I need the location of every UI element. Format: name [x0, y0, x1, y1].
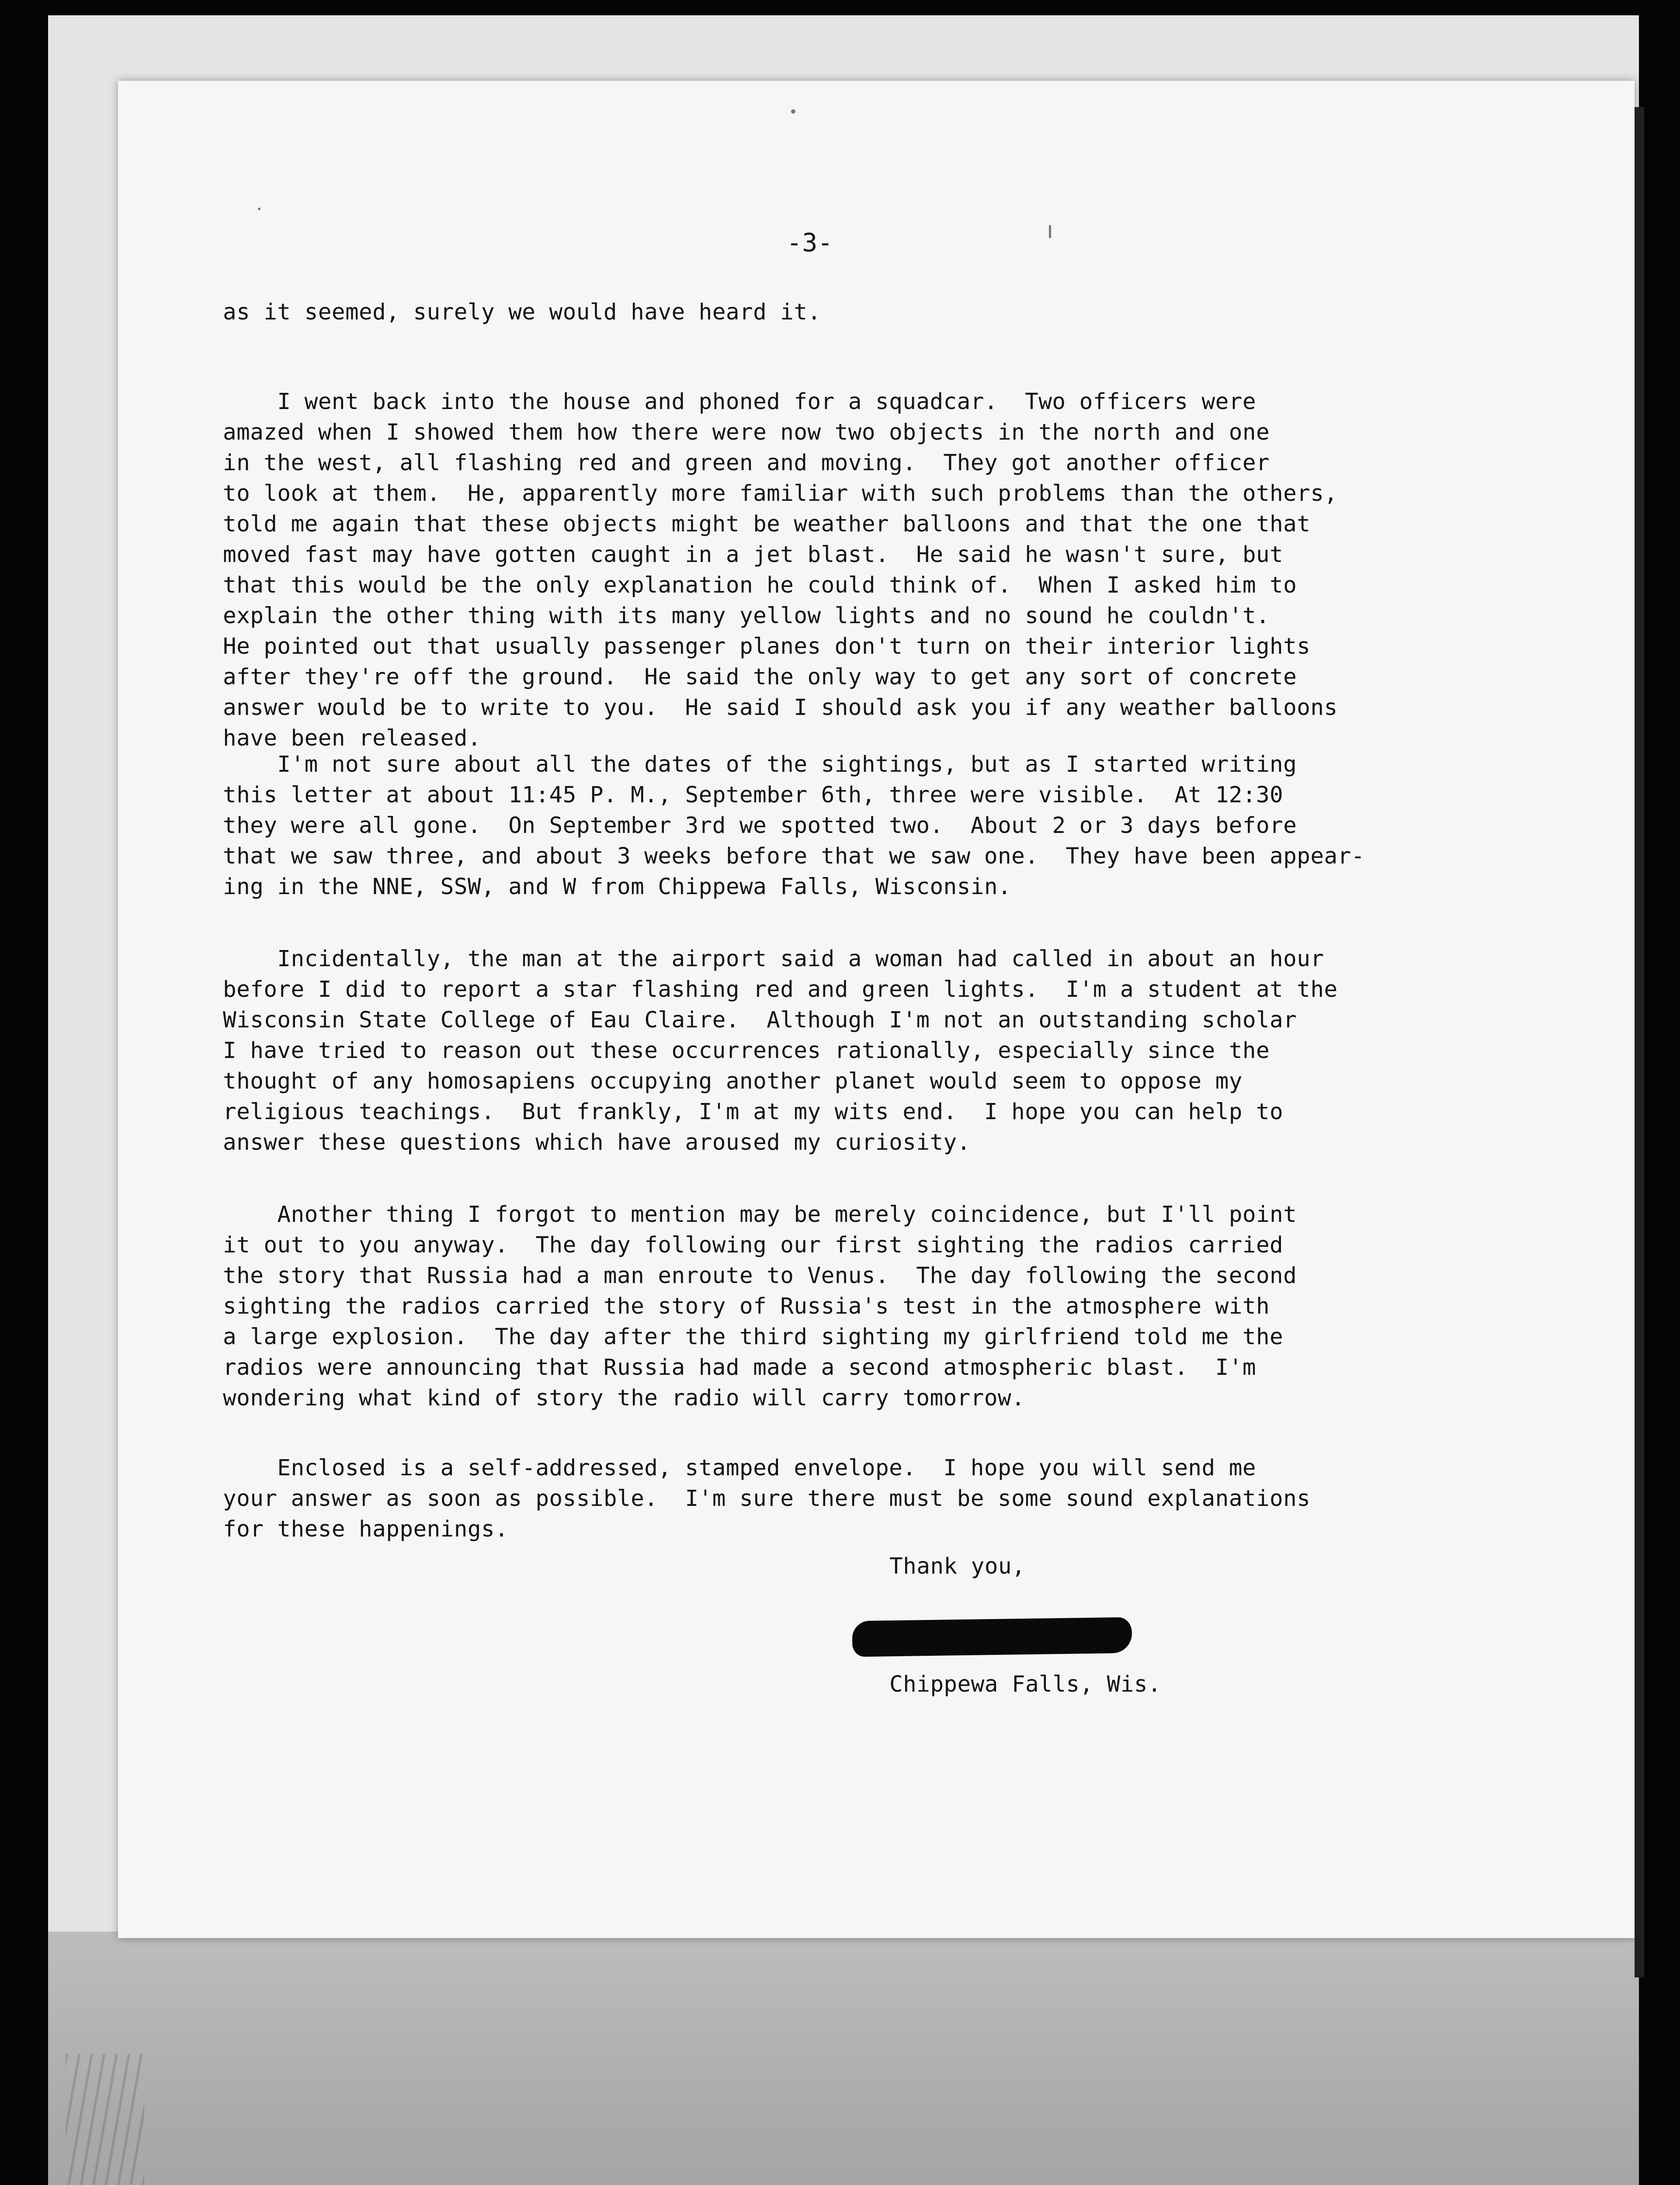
paragraph-continuation: as it seemed, surely we would have heard it. [223, 299, 821, 325]
paragraph-squadcar: I went back into the house and phoned for a squadcar. Two officers were amazed when I showed them how there were now two objects in the north and one in the west, all flashing red and green and moving. They got another officer to look at them. He, apparently more familiar with such problems than the others, told me again that these objects might be weather balloons and that the one that moved fast may have gotten caught in a jet blast. He said he wasn't sure, but that this would be the only explanation he could think of. When I asked him to explain the other thing with its many yellow lights and no sound he couldn't. He pointed out that usually passenger planes don't turn on their interior lights after they're off the ground. He said the only way to get any sort of concrete answer would be to write to you. He said I should ask you if any weather balloons have been released. [223, 389, 1338, 751]
paragraph-enclosure: Enclosed is a self-addressed, stamped envelope. I hope you will send me your answer as soon as possible. I'm sure there must be some sound explanations for these happenings. [223, 1455, 1311, 1542]
signature-place: Chippewa Falls, Wis. [889, 1672, 1162, 1697]
redacted-signature [852, 1617, 1132, 1657]
page-edge-shadow [1635, 107, 1644, 1977]
microfilm-card [48, 15, 1639, 1932]
film-scratch-marks [66, 2054, 144, 2185]
paragraph-coincidence: Another thing I forgot to mention may be merely coincidence, but I'll point it out to you anyway. The day following our first sighting the radios carried the story that Russia had a man enroute to Venus. The day following the second sighting the radios carried the story of Russia's test in the atmosphere with a large explosion. The day after the third sighting my girlfriend told me the radios were announcing that Russia had made a second atmospheric blast. I'm wondering what kind of story the radio will carry tomorrow. [223, 1202, 1297, 1411]
paragraph-sighting-dates: I'm not sure about all the dates of the sightings, but as I started writing this letter at about 11:45 P. M., September 6th, three were visible. At 12:30 they were all gone. On September 3rd we spotted two. About 2 or 3 days before that we saw three, and about 3 weeks before that we saw one. They have been appear- ing in the NNE, SSW, and W from Chippewa Falls, Wisconsin. [223, 752, 1365, 900]
page-number: -3- [787, 228, 833, 257]
letter-page [118, 81, 1635, 1938]
closing-salutation: Thank you, [889, 1554, 1026, 1579]
film-speck [791, 109, 795, 114]
microfilm-lower-band [48, 1932, 1639, 2185]
paragraph-airport: Incidentally, the man at the airport said a woman had called in about an hour before I did to report a star flashing red and green lights. I'm a student at the Wisconsin State College of Eau Claire. Although I'm not an outstanding scholar I have tried to reason out these occurrences rationally, especially since the thought of any homosapiens occupying another planet would seem to oppose my religious teachings. But frankly, I'm at my wits end. I hope you can help to answer these questions which have aroused my curiosity. [223, 946, 1338, 1155]
film-speck [258, 208, 260, 210]
film-speck [1049, 225, 1051, 238]
